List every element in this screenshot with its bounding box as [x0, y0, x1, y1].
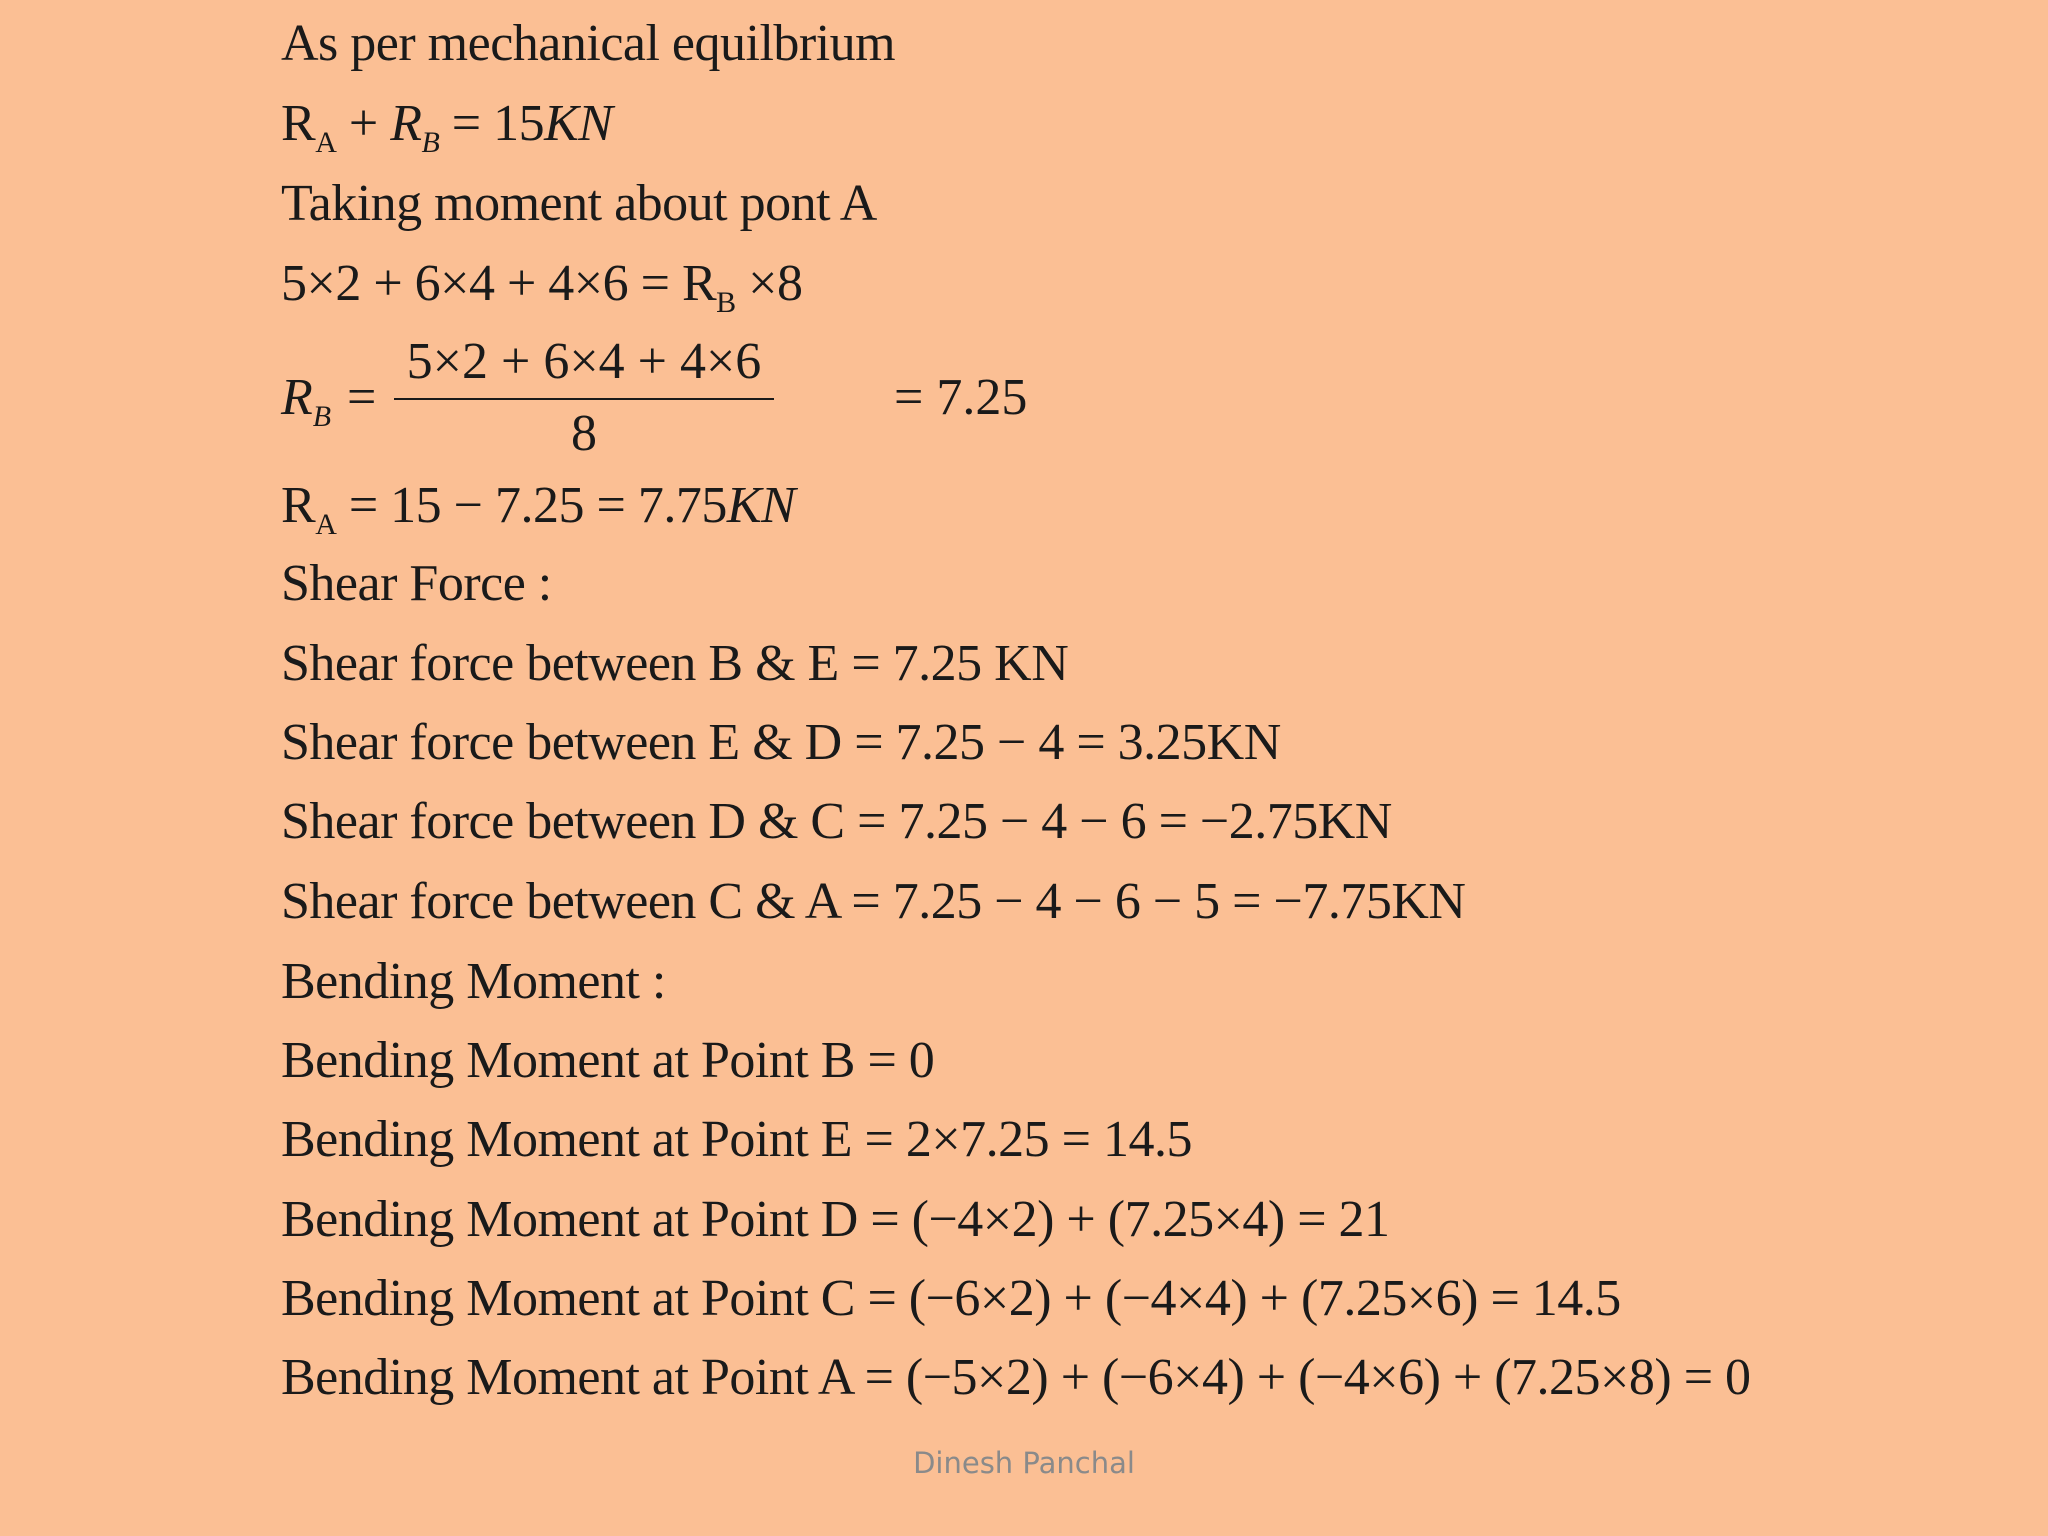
ra-symbol: R — [281, 477, 316, 534]
equation-reactions-sum — [281, 94, 613, 159]
rb-subscript: B — [716, 286, 736, 319]
bending-moment-c: Bending Moment at Point C = (−6×2) + (−4×4) + (7.25×6) = 14.5 — [281, 1270, 1621, 1327]
equals-sign: = — [347, 369, 377, 426]
sum-rhs: = 15 — [439, 95, 545, 152]
bending-moment-e: Bending Moment at Point E = 2×7.25 = 14.5 — [281, 1111, 1193, 1168]
shear-force-b-e: Shear force between B & E = 7.25 KN — [281, 635, 1069, 692]
equation-ra-value — [281, 476, 796, 541]
ra-unit: KN — [726, 477, 796, 534]
ra-subscript: A — [315, 126, 337, 159]
footer-author: Dinesh Panchal — [913, 1446, 1135, 1480]
fraction-denominator: 8 — [571, 405, 597, 462]
moment-heading: Taking moment about pont A — [281, 175, 877, 232]
bending-moment-b: Bending Moment at Point B = 0 — [281, 1032, 935, 1089]
ra-rhs: = 15 − 7.25 = 7.75 — [336, 477, 727, 534]
shear-force-e-d: Shear force between E & D = 7.25 − 4 = 3.25KN — [281, 714, 1281, 771]
rb-symbol: R — [390, 95, 422, 152]
equation-moment-balance — [281, 254, 803, 319]
sum-unit: KN — [544, 95, 613, 152]
rb-lhs: $R_B$ — [281, 369, 332, 433]
ra-symbol: R — [281, 95, 316, 152]
plus-sign: + — [336, 95, 391, 152]
fraction-numerator: 5×2 + 6×4 + 4×6 — [406, 333, 762, 390]
fraction-result: = 7.25 — [894, 369, 1028, 426]
bending-moment-a: Bending Moment at Point A = (−5×2) + (−6×4) + (−4×6) + (7.25×8) = 0 — [281, 1349, 1751, 1406]
fraction-bar — [394, 398, 774, 400]
ra-subscript: A — [315, 508, 337, 541]
shear-force-heading: Shear Force : — [281, 555, 552, 612]
bending-moment-d: Bending Moment at Point D = (−4×2) + (7.25×4) = 21 — [281, 1191, 1390, 1248]
bending-moment-heading: Bending Moment : — [281, 953, 666, 1010]
moment-rhs: ×8 — [735, 255, 803, 312]
equilibrium-heading: As per mechanical equilbrium — [281, 15, 896, 72]
moment-lhs: 5×2 + 6×4 + 4×6 = R — [281, 255, 717, 312]
shear-force-d-c: Shear force between D & C = 7.25 − 4 − 6 = −2.75KN — [281, 793, 1392, 850]
rb-subscript: B — [421, 126, 440, 159]
shear-force-c-a: Shear force between C & A = 7.25 − 4 − 6 − 5 = −7.75KN — [281, 873, 1466, 930]
